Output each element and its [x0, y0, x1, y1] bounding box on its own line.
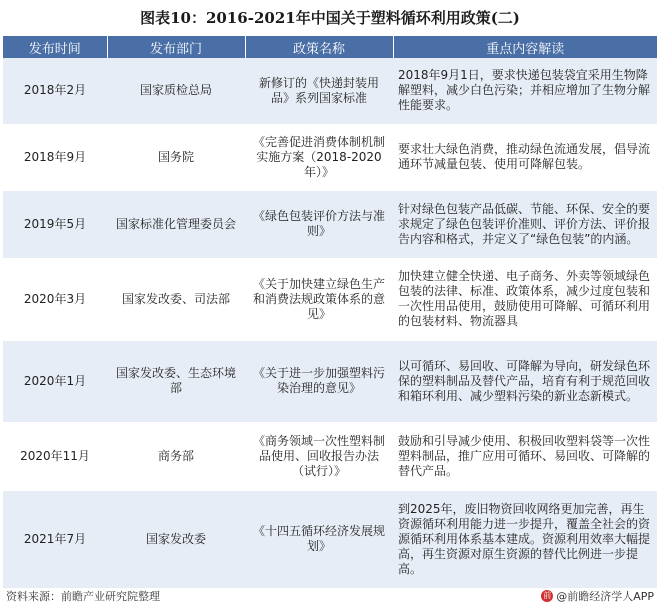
cell-content: 到2025年，废旧物资回收网络更加完善，再生资源循环利用能力进一步提升，覆盖全社会的资源循环利用体系基本建成。资源利用效率大幅提高，再生资源对原生资源的替代比例进一步提高。	[393, 490, 657, 588]
cell-policy: 《关于进一步加强塑料污染治理的意见》	[245, 340, 393, 422]
header-content: 重点内容解读	[393, 36, 657, 58]
cell-date: 2019年5月	[3, 190, 107, 258]
qianzhan-logo-icon: 前	[543, 591, 552, 600]
table-row	[3, 124, 657, 190]
cell-content: 鼓励和引导减少使用、积极回收塑料袋等一次性塑料制品，推广应用可循环、易回收、可降解的替代产品。	[393, 422, 657, 490]
cell-policy: 新修订的《快递封装用品》系列国家标准	[245, 58, 393, 124]
cell-date: 2018年9月	[3, 124, 107, 190]
cell-policy: 《完善促进消费体制机制实施方案（2018-2020年）》	[245, 124, 393, 190]
cell-dept: 国家标准化管理委员会	[107, 190, 245, 258]
chart-title: 图表10：2016-2021年中国关于塑料循环利用政策(二)	[140, 9, 520, 27]
cell-content: 针对绿色包装产品低碳、节能、环保、安全的要求规定了绿色包装评价准则、评价方法、评价报告内容和格式，并定义了“绿色包装”的内涵。	[393, 190, 657, 258]
cell-content: 加快建立健全快递、电子商务、外卖等领域绿色包装的法律、标准、政策体系，减少过度包装和一次性用品使用，鼓励使用可降解、可循环利用的包装材料、物流器具	[393, 258, 657, 340]
table-header	[3, 36, 657, 58]
cell-content: 要求壮大绿色消费，推动绿色流通发展，倡导流通环节减量包装、使用可降解包装。	[393, 124, 657, 190]
cell-policy: 《商务领域一次性塑料制品使用、回收报告办法（试行）》	[245, 422, 393, 490]
cell-dept: 国务院	[107, 124, 245, 190]
cell-date: 2020年3月	[3, 258, 107, 340]
cell-dept: 国家发改委、司法部	[107, 258, 245, 340]
brand-credit	[541, 588, 654, 604]
table-row	[3, 340, 657, 422]
cell-date: 2020年11月	[3, 422, 107, 490]
cell-policy: 《绿色包装评价方法与准则》	[245, 190, 393, 258]
cell-policy: 《十四五循环经济发展规划》	[245, 490, 393, 588]
table-row	[3, 258, 657, 340]
cell-dept: 国家发改委、生态环境部	[107, 340, 245, 422]
brand-label: @前瞻经济学人APP	[556, 590, 654, 603]
policy-table	[3, 36, 657, 589]
cell-content: 2018年9月1日，要求快递包装袋宜采用生物降解塑料，减少白色污染；并相应增加了生物分解性能要求。	[393, 58, 657, 124]
header-dept: 发布部门	[107, 36, 245, 58]
table-body	[3, 58, 657, 588]
cell-date: 2021年7月	[3, 490, 107, 588]
cell-policy: 《关于加快建立绿色生产和消费法规政策体系的意见》	[245, 258, 393, 340]
cell-date: 2018年2月	[3, 58, 107, 124]
source-note: 资料来源：前瞻产业研究院整理	[6, 590, 160, 603]
header-date: 发布时间	[3, 36, 107, 58]
cell-dept: 国家发改委	[107, 490, 245, 588]
cell-date: 2020年1月	[3, 340, 107, 422]
cell-content: 以可循环、易回收、可降解为导向，研发绿色环保的塑料制品及替代产品，培育有利于规范回收和箱环利用、减少塑料污染的新业态新模式。	[393, 340, 657, 422]
footer	[6, 586, 654, 606]
table-row	[3, 422, 657, 490]
cell-dept: 国家质检总局	[107, 58, 245, 124]
table-row	[3, 490, 657, 588]
cell-dept: 商务部	[107, 422, 245, 490]
header-policy: 政策名称	[245, 36, 393, 58]
table-row	[3, 58, 657, 124]
table-row	[3, 190, 657, 258]
